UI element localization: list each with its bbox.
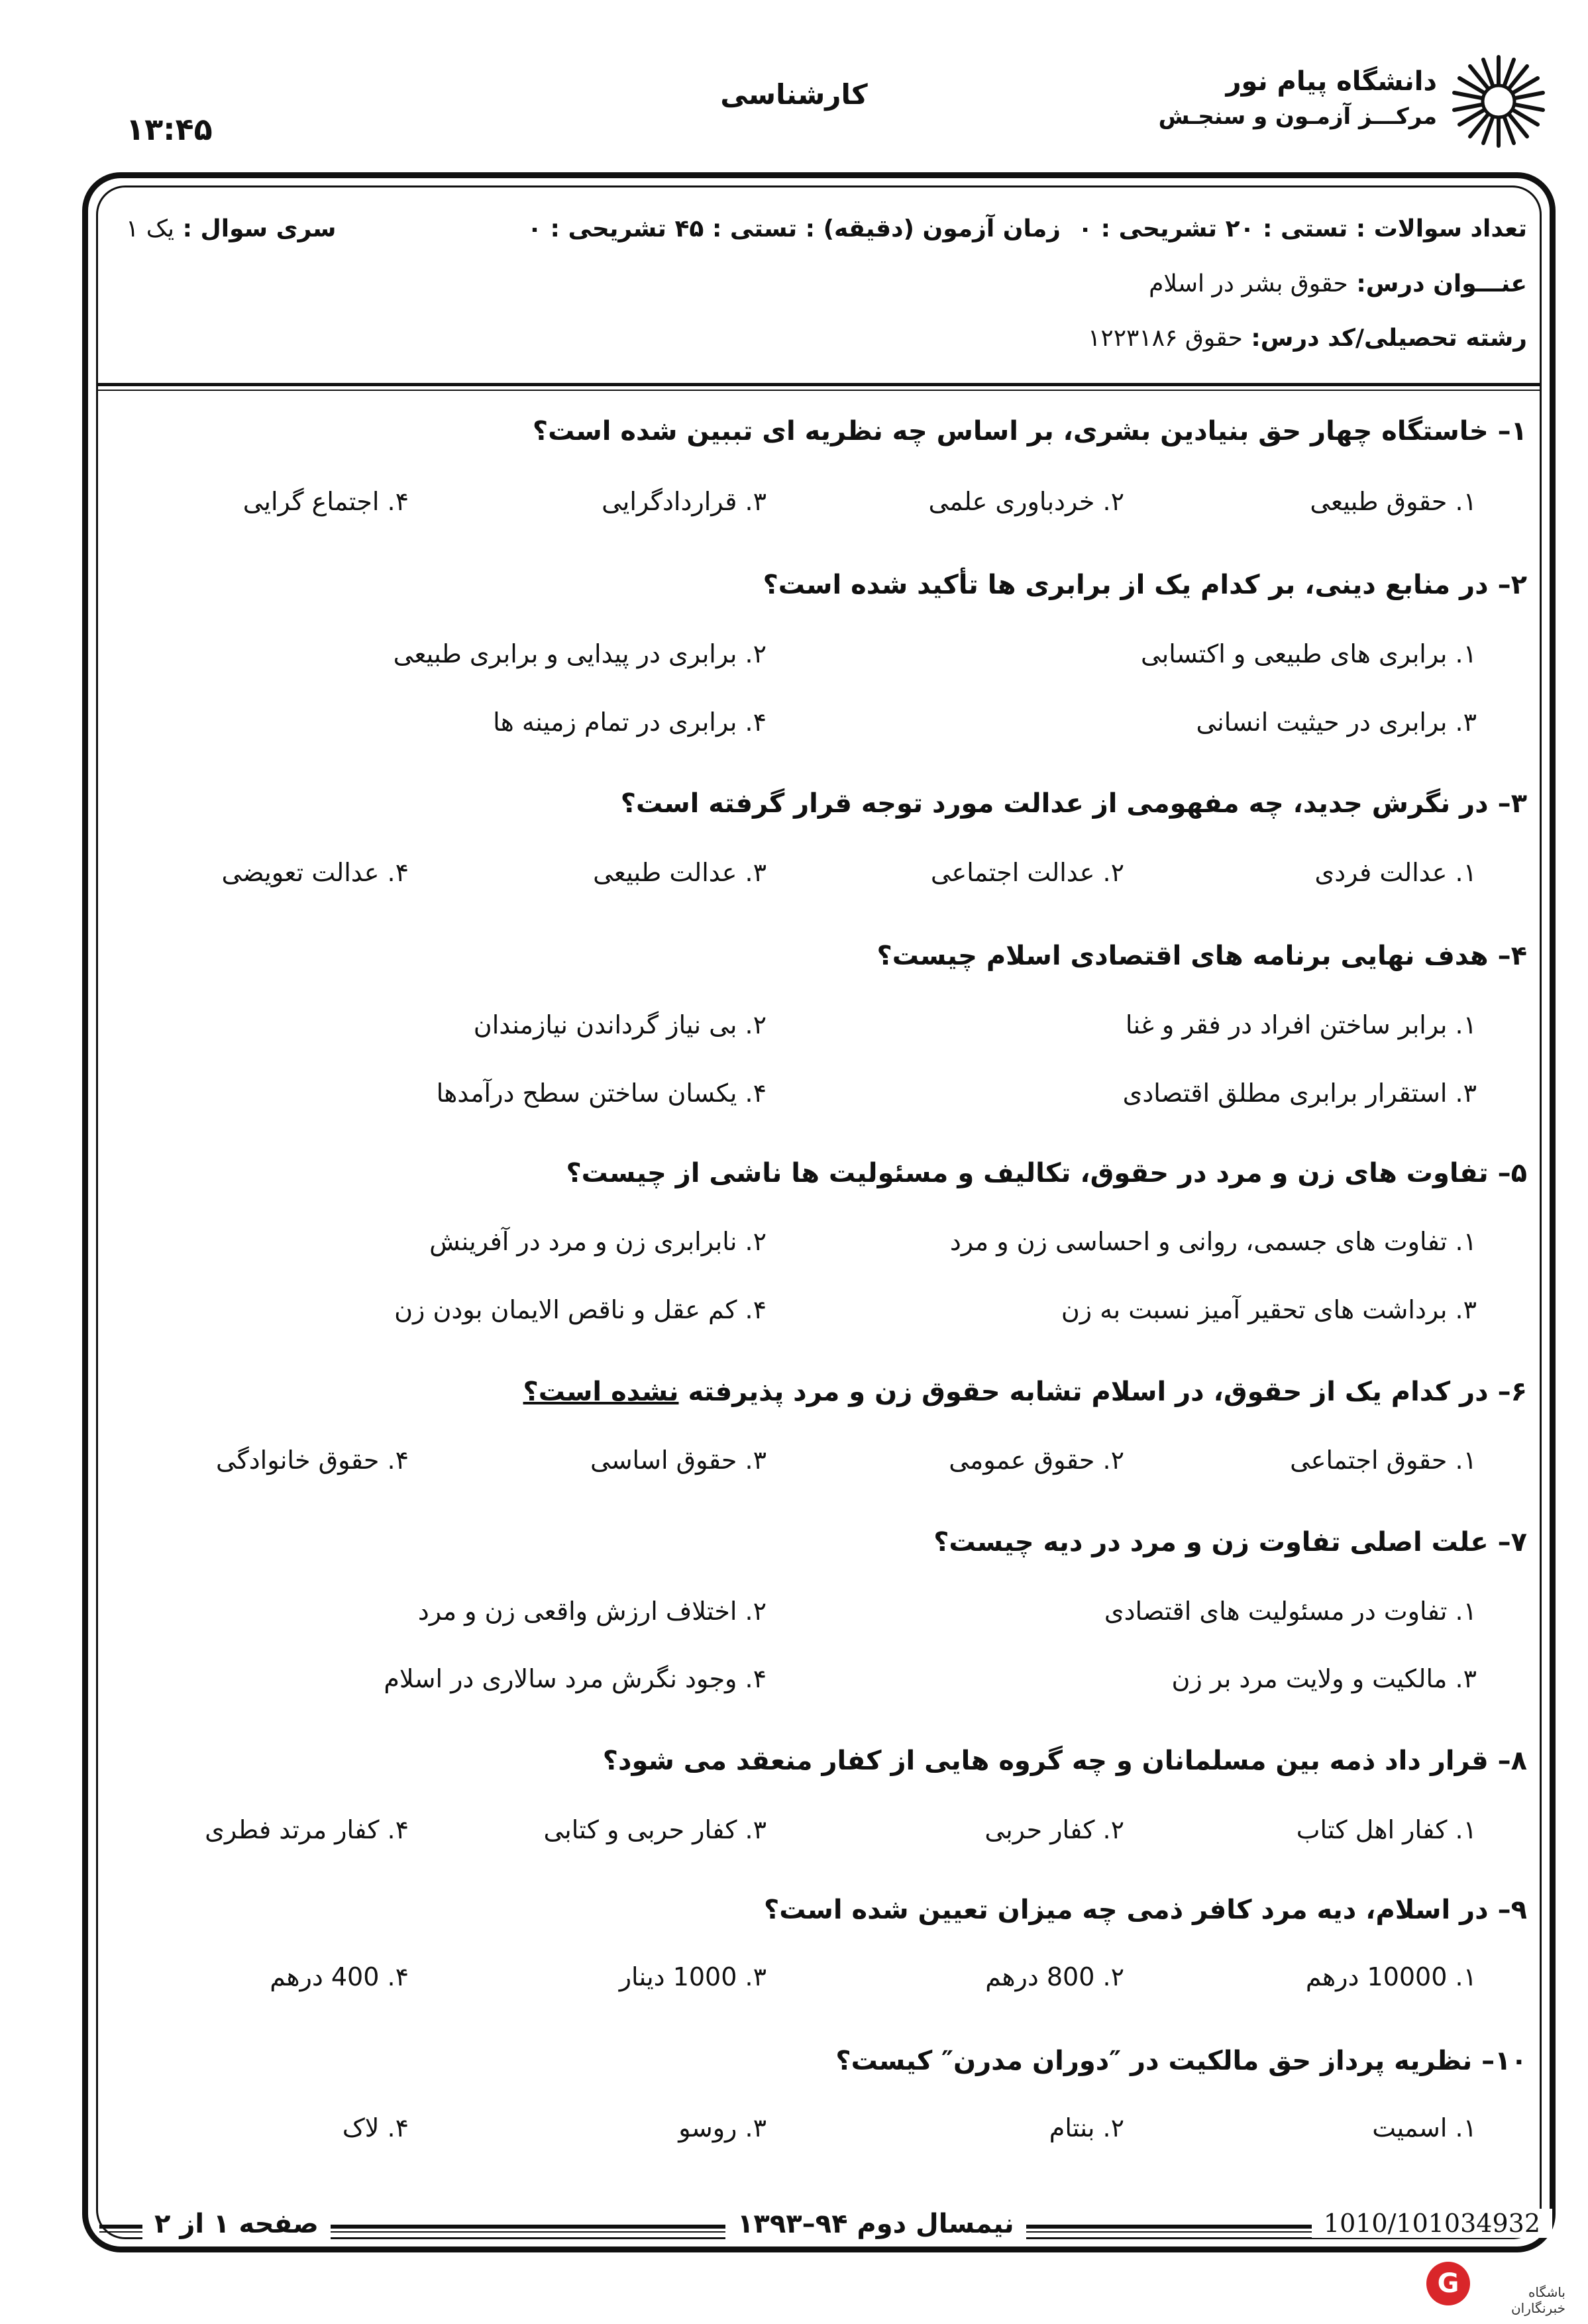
q2-option-4[interactable]: ۴. برابری در تمام زمینه ها bbox=[493, 708, 767, 737]
info-divider bbox=[96, 383, 1542, 386]
q8-option-3[interactable]: ۳. کفار حربی و کتابی bbox=[543, 1815, 767, 1844]
q1-option-2[interactable]: ۲. خردباوری علمی bbox=[928, 487, 1124, 516]
university-logo bbox=[1144, 52, 1548, 151]
course-title: عنـــوان درس: حقوق بشر در اسلام bbox=[1149, 270, 1527, 297]
question-3: ۳– در نگرش جدید، چه مفهومی از عدالت مورد توجه قرار گرفته است؟ bbox=[620, 788, 1527, 819]
q5-option-2[interactable]: ۲. نابرابری زن و مرد در آفرینش bbox=[429, 1227, 767, 1256]
q7-option-2[interactable]: ۲. اختلاف ارزش واقعی زن و مرد bbox=[417, 1597, 767, 1626]
watermark-text: باشگاه خبرنگاران bbox=[1510, 2284, 1565, 2316]
info-divider-thin bbox=[96, 390, 1542, 391]
exam-term: نیمسال دوم ۹۴–۱۳۹۳ bbox=[725, 2209, 1026, 2239]
q7-option-1[interactable]: ۱. تفاوت در مسئولیت های اقتصادی bbox=[1104, 1597, 1477, 1626]
q4-option-3[interactable]: ۳. استقرار برابری مطلق اقتصادی bbox=[1122, 1079, 1477, 1108]
q8-option-2[interactable]: ۲. کفار حربی bbox=[984, 1815, 1124, 1844]
q4-option-1[interactable]: ۱. برابر ساختن افراد در فقر و غنا bbox=[1125, 1010, 1477, 1039]
q8-option-1[interactable]: ۱. کفار اهل کتاب bbox=[1296, 1815, 1477, 1844]
q5-option-1[interactable]: ۱. تفاوت های جسمی، روانی و احساسی زن و مرد bbox=[949, 1227, 1477, 1256]
q9-option-3[interactable]: ۳. 1000 دینار bbox=[619, 1962, 767, 1991]
q10-option-2[interactable]: ۲. بنتام bbox=[1049, 2113, 1124, 2142]
q6-option-2[interactable]: ۲. حقوق عمومی bbox=[949, 1446, 1124, 1475]
exam-code: 1010/101034932 bbox=[1312, 2209, 1552, 2238]
q3-option-2[interactable]: ۲. عدالت اجتماعی bbox=[930, 858, 1124, 887]
q10-option-4[interactable]: ۴. لاک bbox=[342, 2113, 409, 2142]
question-counts: تعداد سوالات : تستی : ۲۰ تشریحی : ۰ bbox=[1078, 215, 1527, 242]
q10-option-3[interactable]: ۳. روسو bbox=[678, 2113, 767, 2142]
q9-option-1[interactable]: ۱. 10000 درهم bbox=[1305, 1962, 1477, 1991]
q8-option-4[interactable]: ۴. کفار مرتد فطری bbox=[205, 1815, 409, 1844]
field-and-course-code: رشته تحصیلی/کد درس: حقوق ۱۲۲۳۱۸۶ bbox=[1088, 325, 1527, 352]
q9-option-4[interactable]: ۴. 400 درهم bbox=[270, 1962, 409, 1991]
q5-option-4[interactable]: ۴. کم عقل و ناقص الایمان بودن زن bbox=[394, 1295, 767, 1324]
question-6: ۶– در کدام یک از حقوق، در اسلام تشابه حقوق زن و مرد پذیرفته نشده است؟ bbox=[523, 1377, 1527, 1407]
q7-option-4[interactable]: ۴. وجود نگرش مرد سالاری در اسلام bbox=[384, 1664, 767, 1693]
q3-option-4[interactable]: ۴. عدالت تعویضی bbox=[221, 858, 409, 887]
question-7: ۷– علت اصلی تفاوت زن و مرد در دیه چیست؟ bbox=[933, 1527, 1527, 1558]
question-10: ۱۰– نظریه پرداز حق مالکیت در ″دوران مدرن″ کیست؟ bbox=[835, 2046, 1527, 2076]
q1-option-1[interactable]: ۱. حقوق طبیعی bbox=[1310, 487, 1477, 516]
exam-time-header: ۱۳:۴۵ bbox=[126, 111, 213, 147]
question-5: ۵– تفاوت های زن و مرد در حقوق، تکالیف و مسئولیت ها ناشی از چیست؟ bbox=[566, 1158, 1527, 1188]
exam-duration: زمان آزمون (دقیقه) : تستی : ۴۵ تشریحی : ۰ bbox=[527, 215, 1061, 242]
q4-option-2[interactable]: ۲. بی نیاز گرداندن نیازمندان bbox=[473, 1010, 767, 1039]
question-4: ۴– هدف نهایی برنامه های اقتصادی اسلام چیست؟ bbox=[876, 941, 1527, 971]
q2-option-1[interactable]: ۱. برابری های طبیعی و اکتسابی bbox=[1140, 639, 1477, 668]
question-2: ۲– در منابع دینی، بر کدام یک از برابری ها تأکید شده است؟ bbox=[763, 570, 1527, 600]
watermark-logo bbox=[1426, 2262, 1565, 2316]
degree-level-title: کارشناسی bbox=[720, 78, 868, 111]
question-1: ۱– خاستگاه چهار حق بنیادین بشری، بر اساس چه نظریه ای تببین شده است؟ bbox=[532, 416, 1527, 447]
q2-option-3[interactable]: ۳. برابری در حیثیت انسانی bbox=[1196, 708, 1477, 737]
q6-option-1[interactable]: ۱. حقوق اجتماعی bbox=[1290, 1446, 1477, 1475]
page-number: صفحه ۱ از ۲ bbox=[142, 2209, 331, 2239]
q5-option-3[interactable]: ۳. برداشت های تحقیر آمیز نسبت به زن bbox=[1061, 1295, 1477, 1324]
q1-option-4[interactable]: ۴. اجتماع گرایی bbox=[242, 487, 409, 516]
q4-option-4[interactable]: ۴. یکسان ساختن سطح درآمدها bbox=[436, 1079, 767, 1108]
q6-option-3[interactable]: ۳. حقوق اساسی bbox=[590, 1446, 767, 1475]
q1-option-3[interactable]: ۳. قراردادگرایی bbox=[602, 487, 767, 516]
q2-option-2[interactable]: ۲. برابری در پیدایی و برابری طبیعی bbox=[393, 639, 767, 668]
question-8: ۸– قرار داد ذمه بین مسلمانان و چه گروه هایی از کفار منعقد می شود؟ bbox=[602, 1746, 1527, 1776]
q7-option-3[interactable]: ۳. مالکیت و ولایت مرد بر زن bbox=[1171, 1664, 1477, 1693]
question-9: ۹– در اسلام، دیه مرد کافر ذمی چه میزان تعیین شده است؟ bbox=[764, 1895, 1527, 1925]
q9-option-2[interactable]: ۲. 800 درهم bbox=[985, 1962, 1124, 1991]
news-agency-icon: G bbox=[1426, 2262, 1470, 2305]
q6-negation-underlined: نشده است؟ bbox=[523, 1377, 679, 1407]
q3-option-1[interactable]: ۱. عدالت فردی bbox=[1314, 858, 1477, 887]
pnu-emblem-icon bbox=[1449, 52, 1548, 151]
q3-option-3[interactable]: ۳. عدالت طبیعی bbox=[593, 858, 767, 887]
q6-option-4[interactable]: ۴. حقوق خانوادگی bbox=[215, 1446, 409, 1475]
university-center-name: مرکـــز آزمـون و سنجـش bbox=[1158, 103, 1437, 130]
question-series: سری سوال : یک ۱ bbox=[126, 215, 337, 242]
university-name: دانشگاه پیام نور bbox=[1226, 66, 1437, 97]
q10-option-1[interactable]: ۱. اسمیت bbox=[1372, 2113, 1477, 2142]
